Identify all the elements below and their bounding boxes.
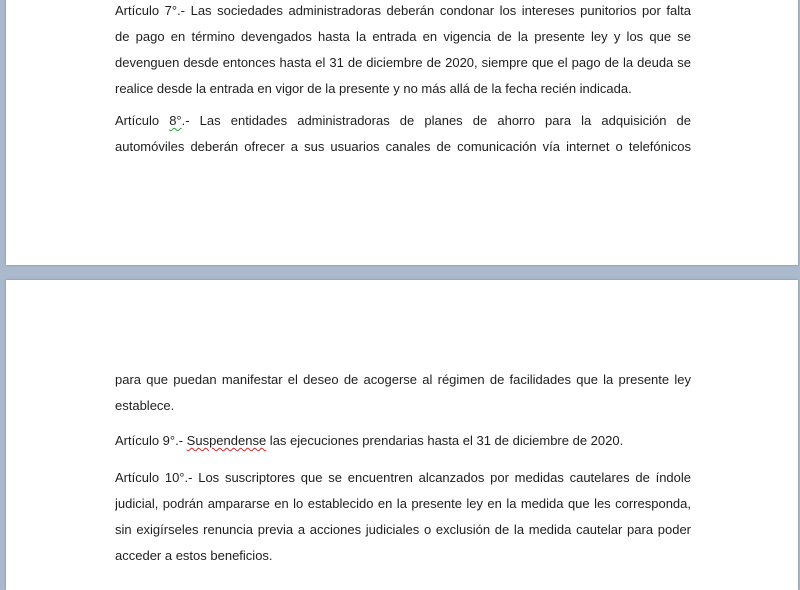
text-line: para que puedan manifestar el deseo de acogerse al régimen de facilidades que la presente ley: [115, 372, 691, 387]
text-line: Artículo 7°.- Las sociedades administradoras deberán condonar los intereses punitorios por falta: [115, 3, 691, 18]
paragraph-article-8-continued: [115, 367, 691, 419]
paragraph-article-9: [115, 428, 691, 454]
text-line: realice desde la entrada en vigor de la presente y no más allá de la fecha recién indicada.: [115, 81, 632, 96]
text-line: devenguen desde entonces hasta el 31 de diciembre de 2020, siempre que el pago de la deuda se: [115, 55, 691, 70]
paragraph-article-10: [115, 465, 691, 569]
text-line: Artículo 10°.- Los suscriptores que se encuentren alcanzados por medidas cautelares de índole: [115, 470, 691, 485]
text-line: de pago en término devengados hasta la entrada en vigencia de la presente ley y los que se: [115, 29, 691, 44]
text-segment: .- Las entidades administradoras de planes de ahorro para la adquisición de: [181, 113, 691, 128]
text-line: sin exigírseles renuncia previa a acciones judiciales o exclusión de la medida cautelar para poder: [115, 522, 691, 537]
paragraph-article-8: [115, 108, 691, 160]
text-segment: las ejecuciones prendarias hasta el 31 de diciembre de 2020.: [266, 433, 624, 448]
grammar-flagged-word[interactable]: 8°: [169, 113, 182, 128]
paragraph-article-7: [115, 0, 691, 102]
document-page-2: [6, 280, 798, 590]
text-line: [115, 428, 691, 454]
text-line: acceder a estos beneficios.: [115, 548, 273, 563]
article-prefix: Artículo 9°.-: [115, 433, 187, 448]
article-prefix: Artículo: [115, 113, 170, 128]
text-line: [115, 108, 691, 134]
document-page-1: [6, 0, 798, 265]
text-line: judicial, podrán ampararse en lo establecido en la presente ley en la medida que les corresponda,: [115, 496, 691, 511]
text-line: establece.: [115, 398, 175, 413]
text-line: automóviles deberán ofrecer a sus usuarios canales de comunicación vía internet o telefónicos: [115, 139, 691, 154]
spelling-flagged-word[interactable]: Suspendense: [186, 433, 267, 448]
